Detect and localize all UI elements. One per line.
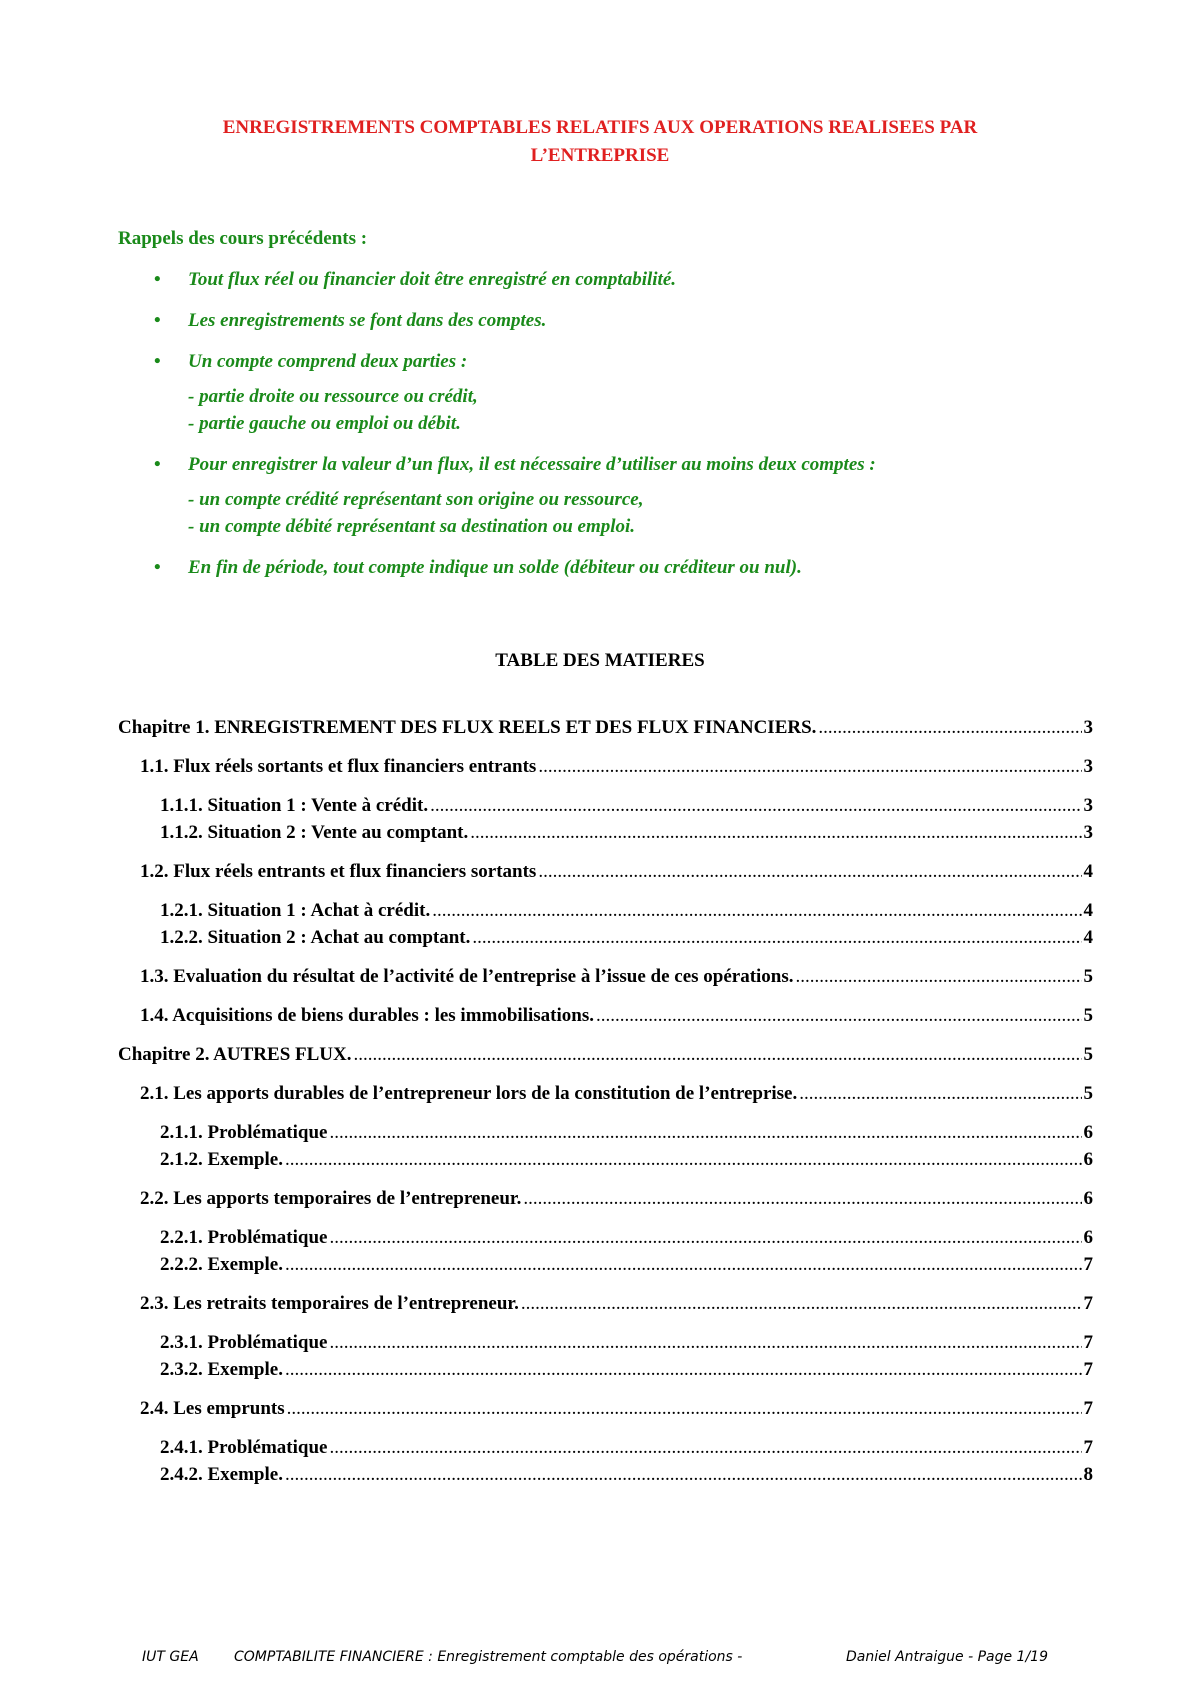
rappel-sublist: [118, 383, 1098, 437]
toc-heading: TABLE DES MATIERES: [495, 650, 705, 671]
rappel-text: Pour enregistrer la valeur d’un flux, il est nécessaire d’utiliser au moins deux comptes :: [188, 454, 876, 475]
toc-entry[interactable]: 2.4.1. Problématique ..... 7: [118, 1434, 1093, 1461]
toc-entry[interactable]: 1.3. Evaluation du résultat de l’activité de l’entreprise à l’issue de ces opérations. ..... 5: [118, 963, 1093, 990]
toc-entry[interactable]: 1.1.1. Situation 1 : Vente à crédit. ..... 3: [118, 792, 1093, 819]
toc-entry[interactable]: 2.3.2. Exemple. ..... 7: [118, 1356, 1093, 1383]
rappel-subitem: - un compte débité représentant sa destination ou emploi.: [188, 516, 636, 537]
toc-entry[interactable]: 2.4.2. Exemple. ..... 8: [118, 1461, 1093, 1488]
footer-school: IUT GEA: [142, 1649, 199, 1665]
rappel-item: [118, 266, 1098, 293]
table-of-contents: [118, 714, 1093, 1488]
toc-entry[interactable]: 1.2.1. Situation 1 : Achat à crédit. ..... 4: [118, 897, 1093, 924]
rappels-heading: Rappels des cours précédents :: [118, 228, 368, 249]
toc-entry[interactable]: 2.4. Les emprunts ..... 7: [118, 1395, 1093, 1422]
rappel-text: Les enregistrements se font dans des comptes.: [188, 310, 547, 331]
rappel-text: Tout flux réel ou financier doit être enregistré en comptabilité.: [188, 269, 677, 290]
rappel-item: [118, 451, 1098, 478]
footer-author: Daniel Antraigue - Page 1/19: [846, 1649, 1048, 1665]
title-line-2: L’ENTREPRISE: [530, 145, 670, 166]
toc-entry[interactable]: 2.1. Les apports durables de l’entrepreneur lors de la constitution de l’entreprise. ..... 5: [118, 1080, 1093, 1107]
bullet-icon: •: [154, 310, 161, 331]
footer-course: COMPTABILITE FINANCIERE : Enregistrement comptable des opérations -: [234, 1649, 743, 1665]
rappels-list: [118, 266, 1098, 595]
toc-entry[interactable]: 2.3.1. Problématique ..... 7: [118, 1329, 1093, 1356]
title-line-1: ENREGISTREMENTS COMPTABLES RELATIFS AUX OPERATIONS REALISEES PAR: [222, 117, 978, 138]
toc-entry[interactable]: Chapitre 2. AUTRES FLUX. ..... 5: [118, 1041, 1093, 1068]
toc-entry[interactable]: 2.1.2. Exemple. ..... 6: [118, 1146, 1093, 1173]
bullet-icon: •: [154, 269, 161, 290]
rappel-text: En fin de période, tout compte indique un solde (débiteur ou créditeur ou nul).: [188, 557, 802, 578]
rappel-item: [118, 307, 1098, 334]
rappel-sublist: [118, 486, 1098, 540]
rappel-subitem: - un compte crédité représentant son origine ou ressource,: [188, 489, 644, 510]
toc-entry[interactable]: 2.3. Les retraits temporaires de l’entrepreneur. ..... 7: [118, 1290, 1093, 1317]
document-title: [110, 114, 1090, 170]
page-footer: [142, 1649, 1082, 1665]
toc-entry[interactable]: Chapitre 1. ENREGISTREMENT DES FLUX REELS ET DES FLUX FINANCIERS. ..... 3: [118, 714, 1093, 741]
toc-entry[interactable]: 1.2.2. Situation 2 : Achat au comptant. ..... 4: [118, 924, 1093, 951]
bullet-icon: •: [154, 351, 161, 372]
rappel-item: [118, 554, 1098, 581]
rappel-subitem: - partie droite ou ressource ou crédit,: [188, 386, 478, 407]
toc-entry[interactable]: 1.4. Acquisitions de biens durables : les immobilisations. ..... 5: [118, 1002, 1093, 1029]
toc-entry[interactable]: 1.2. Flux réels entrants et flux financiers sortants ..... 4: [118, 858, 1093, 885]
toc-entry[interactable]: 1.1. Flux réels sortants et flux financiers entrants ..... 3: [118, 753, 1093, 780]
bullet-icon: •: [154, 454, 161, 475]
toc-entry[interactable]: 1.1.2. Situation 2 : Vente au comptant. ..... 3: [118, 819, 1093, 846]
toc-entry[interactable]: 2.2.2. Exemple. ..... 7: [118, 1251, 1093, 1278]
toc-entry[interactable]: 2.2. Les apports temporaires de l’entrepreneur. ..... 6: [118, 1185, 1093, 1212]
toc-entry[interactable]: 2.2.1. Problématique ..... 6: [118, 1224, 1093, 1251]
bullet-icon: •: [154, 557, 161, 578]
rappel-text: Un compte comprend deux parties :: [188, 351, 468, 372]
rappel-subitem: - partie gauche ou emploi ou débit.: [188, 413, 461, 434]
rappel-item: [118, 348, 1098, 375]
toc-entry[interactable]: 2.1.1. Problématique ..... 6: [118, 1119, 1093, 1146]
